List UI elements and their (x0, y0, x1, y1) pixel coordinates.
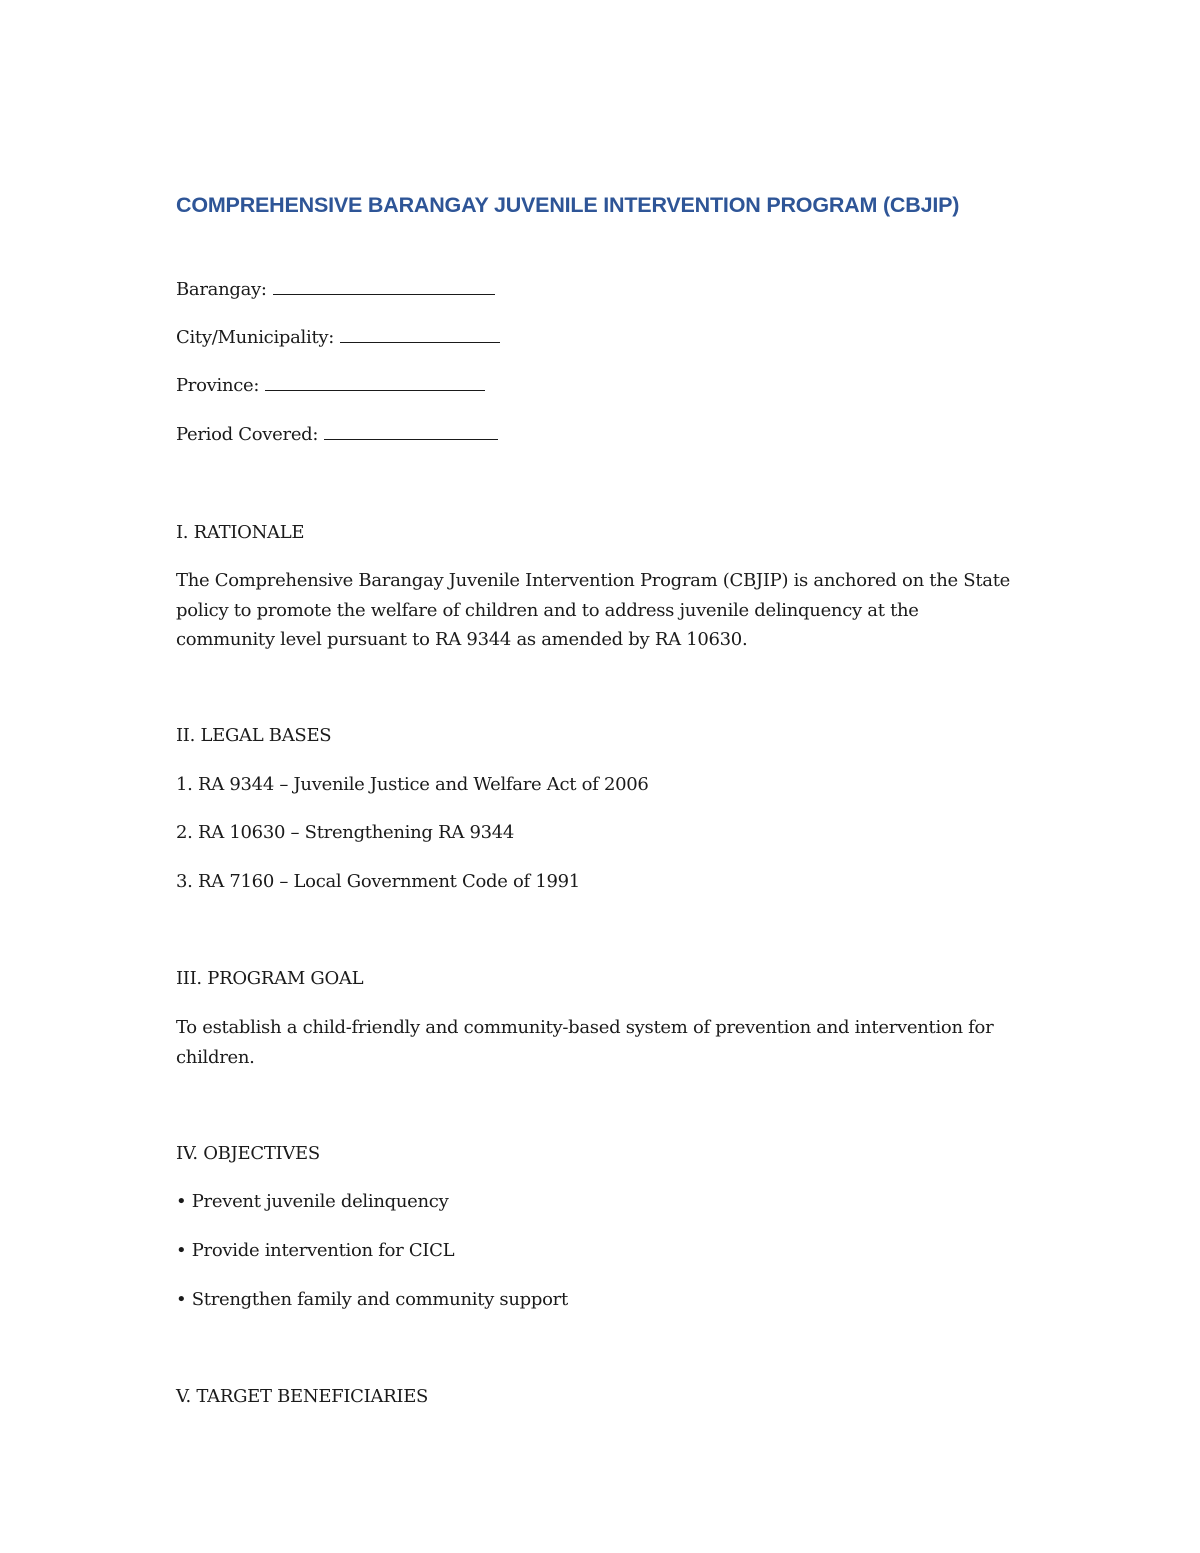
city-blank[interactable] (340, 324, 500, 343)
province-field (176, 371, 485, 401)
province-blank[interactable] (265, 372, 485, 391)
legal-basis-item: 1. RA 9344 – Juvenile Justice and Welfare Act of 2006 (176, 774, 649, 795)
objectives-heading: IV. OBJECTIVES (176, 1143, 320, 1164)
city-label: City/Municipality: (176, 327, 335, 348)
program-goal-heading: III. PROGRAM GOAL (176, 968, 364, 989)
legal-basis-item: 2. RA 10630 – Strengthening RA 9344 (176, 822, 515, 843)
province-label: Province: (176, 375, 260, 396)
period-field (176, 420, 498, 450)
target-beneficiaries-heading: V. TARGET BENEFICIARIES (176, 1386, 429, 1407)
objective-item: • Strengthen family and community support (176, 1289, 568, 1310)
period-blank[interactable] (324, 421, 498, 440)
legal-bases-heading: II. LEGAL BASES (176, 725, 332, 746)
document-title: COMPREHENSIVE BARANGAY JUVENILE INTERVENTION PROGRAM (CBJIP) (176, 193, 960, 217)
program-goal-text: To establish a child-friendly and community-based system of prevention and intervention for children. (176, 1017, 994, 1068)
barangay-label: Barangay: (176, 279, 267, 300)
period-label: Period Covered: (176, 424, 319, 445)
objective-item: • Prevent juvenile delinquency (176, 1191, 449, 1212)
rationale-text: The Comprehensive Barangay Juvenile Intervention Program (CBJIP) is anchored on the State policy to promote the welfare of children and to address juvenile delinquency at the community level pursuant to RA 9344 as amended by RA 10630. (176, 570, 1010, 650)
barangay-blank[interactable] (273, 276, 495, 295)
objective-item: • Provide intervention for CICL (176, 1240, 455, 1261)
city-field (176, 323, 500, 353)
rationale-heading: I. RATIONALE (176, 522, 305, 543)
barangay-field (176, 275, 495, 305)
legal-basis-item: 3. RA 7160 – Local Government Code of 1991 (176, 871, 580, 892)
